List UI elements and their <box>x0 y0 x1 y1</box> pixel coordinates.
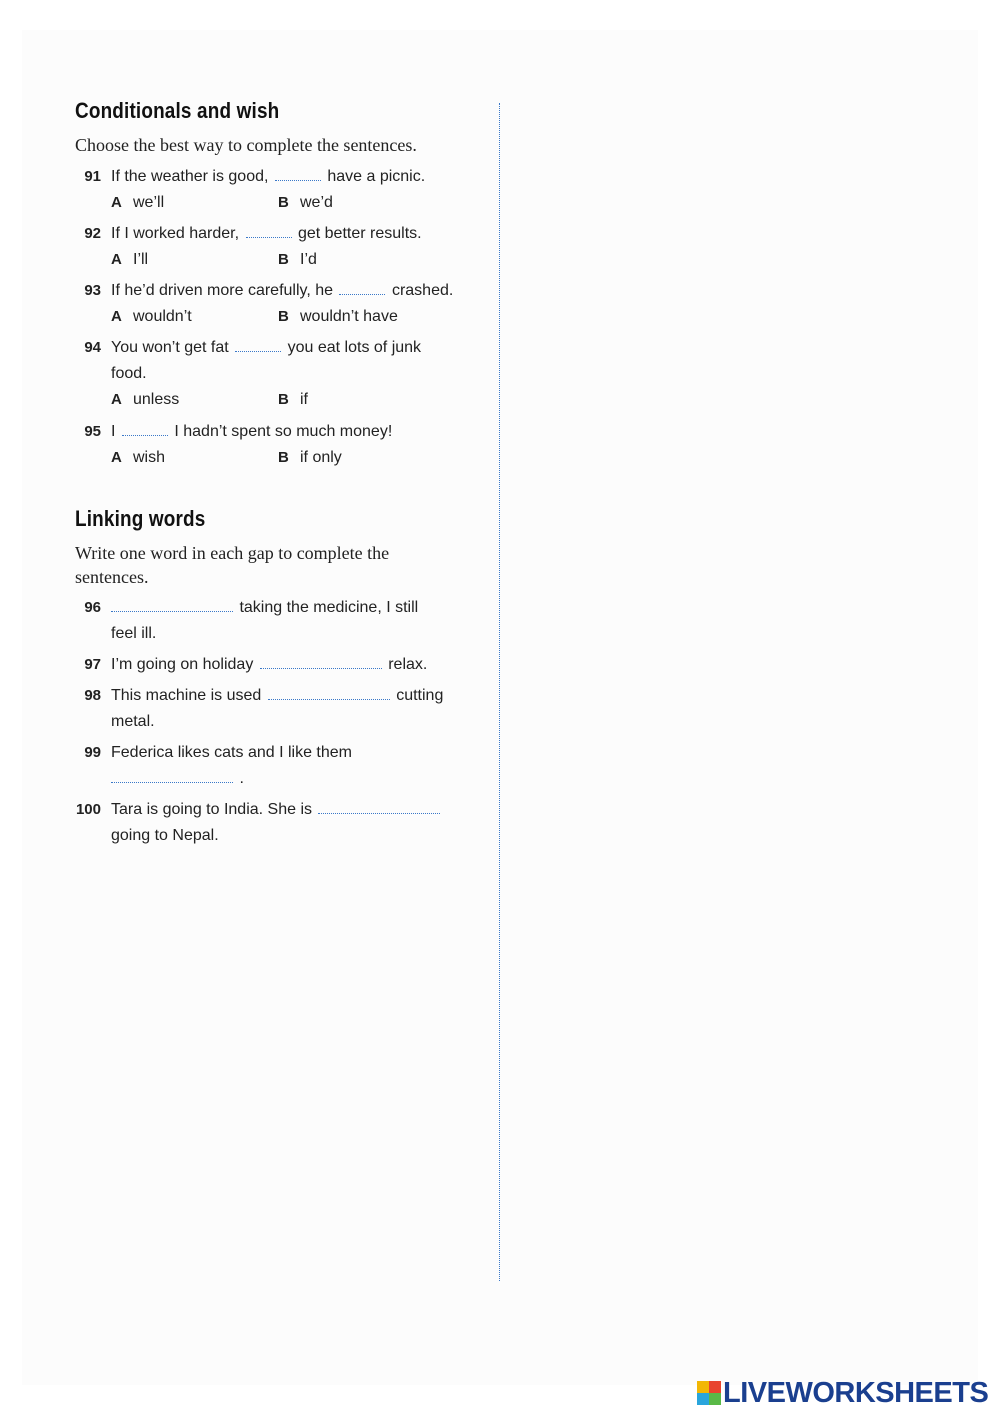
answer-gap[interactable] <box>111 768 233 783</box>
question-99: 99 Federica likes cats and I like them . <box>75 740 485 792</box>
option-a[interactable]: A wish <box>111 449 166 466</box>
section-instruction-conditionals: Choose the best way to complete the sentences. <box>75 135 417 155</box>
column-divider <box>499 103 500 1281</box>
option-a[interactable]: A wouldn’t <box>111 308 192 325</box>
question-number: 91 <box>84 168 101 185</box>
option-b[interactable]: B I’d <box>278 251 317 268</box>
question-number: 97 <box>84 656 101 673</box>
question-98: 98 This machine is used cutting metal. <box>75 683 485 735</box>
liveworksheets-logo <box>697 1378 988 1408</box>
question-number: 93 <box>84 282 101 299</box>
option-a[interactable]: A we’ll <box>111 194 165 211</box>
answer-gap[interactable] <box>122 421 168 436</box>
question-number: 95 <box>84 423 101 440</box>
option-a[interactable]: A unless <box>111 391 180 408</box>
question-94: 94 You won’t get fat you eat lots of junk food. A unless B if <box>75 335 485 387</box>
question-91: 91 If the weather is good, have a picnic. A we’ll B we’d <box>75 164 485 190</box>
answer-gap[interactable] <box>275 166 321 181</box>
logo-mark-icon <box>697 1381 721 1405</box>
question-93: 93 If he’d driven more carefully, he crashed. A wouldn’t B wouldn’t have <box>75 278 485 304</box>
question-100: 100 Tara is going to India. She is going to Nepal. <box>75 797 485 849</box>
option-a[interactable]: A I’ll <box>111 251 149 268</box>
logo-square-1 <box>697 1381 709 1393</box>
option-b[interactable]: B if only <box>278 449 342 466</box>
answer-gap[interactable] <box>246 223 292 238</box>
question-number: 96 <box>84 599 101 616</box>
question-number: 99 <box>84 744 101 761</box>
question-number: 94 <box>84 339 101 356</box>
question-96: 96 taking the medicine, I still feel ill. <box>75 595 485 647</box>
answer-gap[interactable] <box>235 337 281 352</box>
answer-gap[interactable] <box>318 799 440 814</box>
answer-gap[interactable] <box>111 597 233 612</box>
option-b[interactable]: B wouldn’t have <box>278 308 398 325</box>
question-95: 95 I I hadn’t spent so much money! A wish B if only <box>75 419 485 445</box>
section-instruction-linking: Write one word in each gap to complete the sentences. <box>75 543 390 587</box>
question-number: 92 <box>84 225 101 242</box>
section-title-linking: Linking words <box>75 506 206 531</box>
section-title-conditionals: Conditionals and wish <box>75 98 280 123</box>
question-97: 97 I’m going on holiday relax. <box>75 652 485 678</box>
logo-square-2 <box>709 1381 721 1393</box>
option-b[interactable]: B we’d <box>278 194 333 211</box>
logo-text: LIVEWORKSHEETS <box>723 1376 989 1409</box>
answer-gap[interactable] <box>268 685 390 700</box>
question-92: 92 If I worked harder, get better results. A I’ll B I’d <box>75 221 485 247</box>
option-b[interactable]: B if <box>278 391 308 408</box>
question-number: 98 <box>84 687 101 704</box>
answer-gap[interactable] <box>260 654 382 669</box>
logo-square-4 <box>709 1393 721 1405</box>
question-number: 100 <box>75 801 101 818</box>
logo-square-3 <box>697 1393 709 1405</box>
answer-gap[interactable] <box>339 280 385 295</box>
